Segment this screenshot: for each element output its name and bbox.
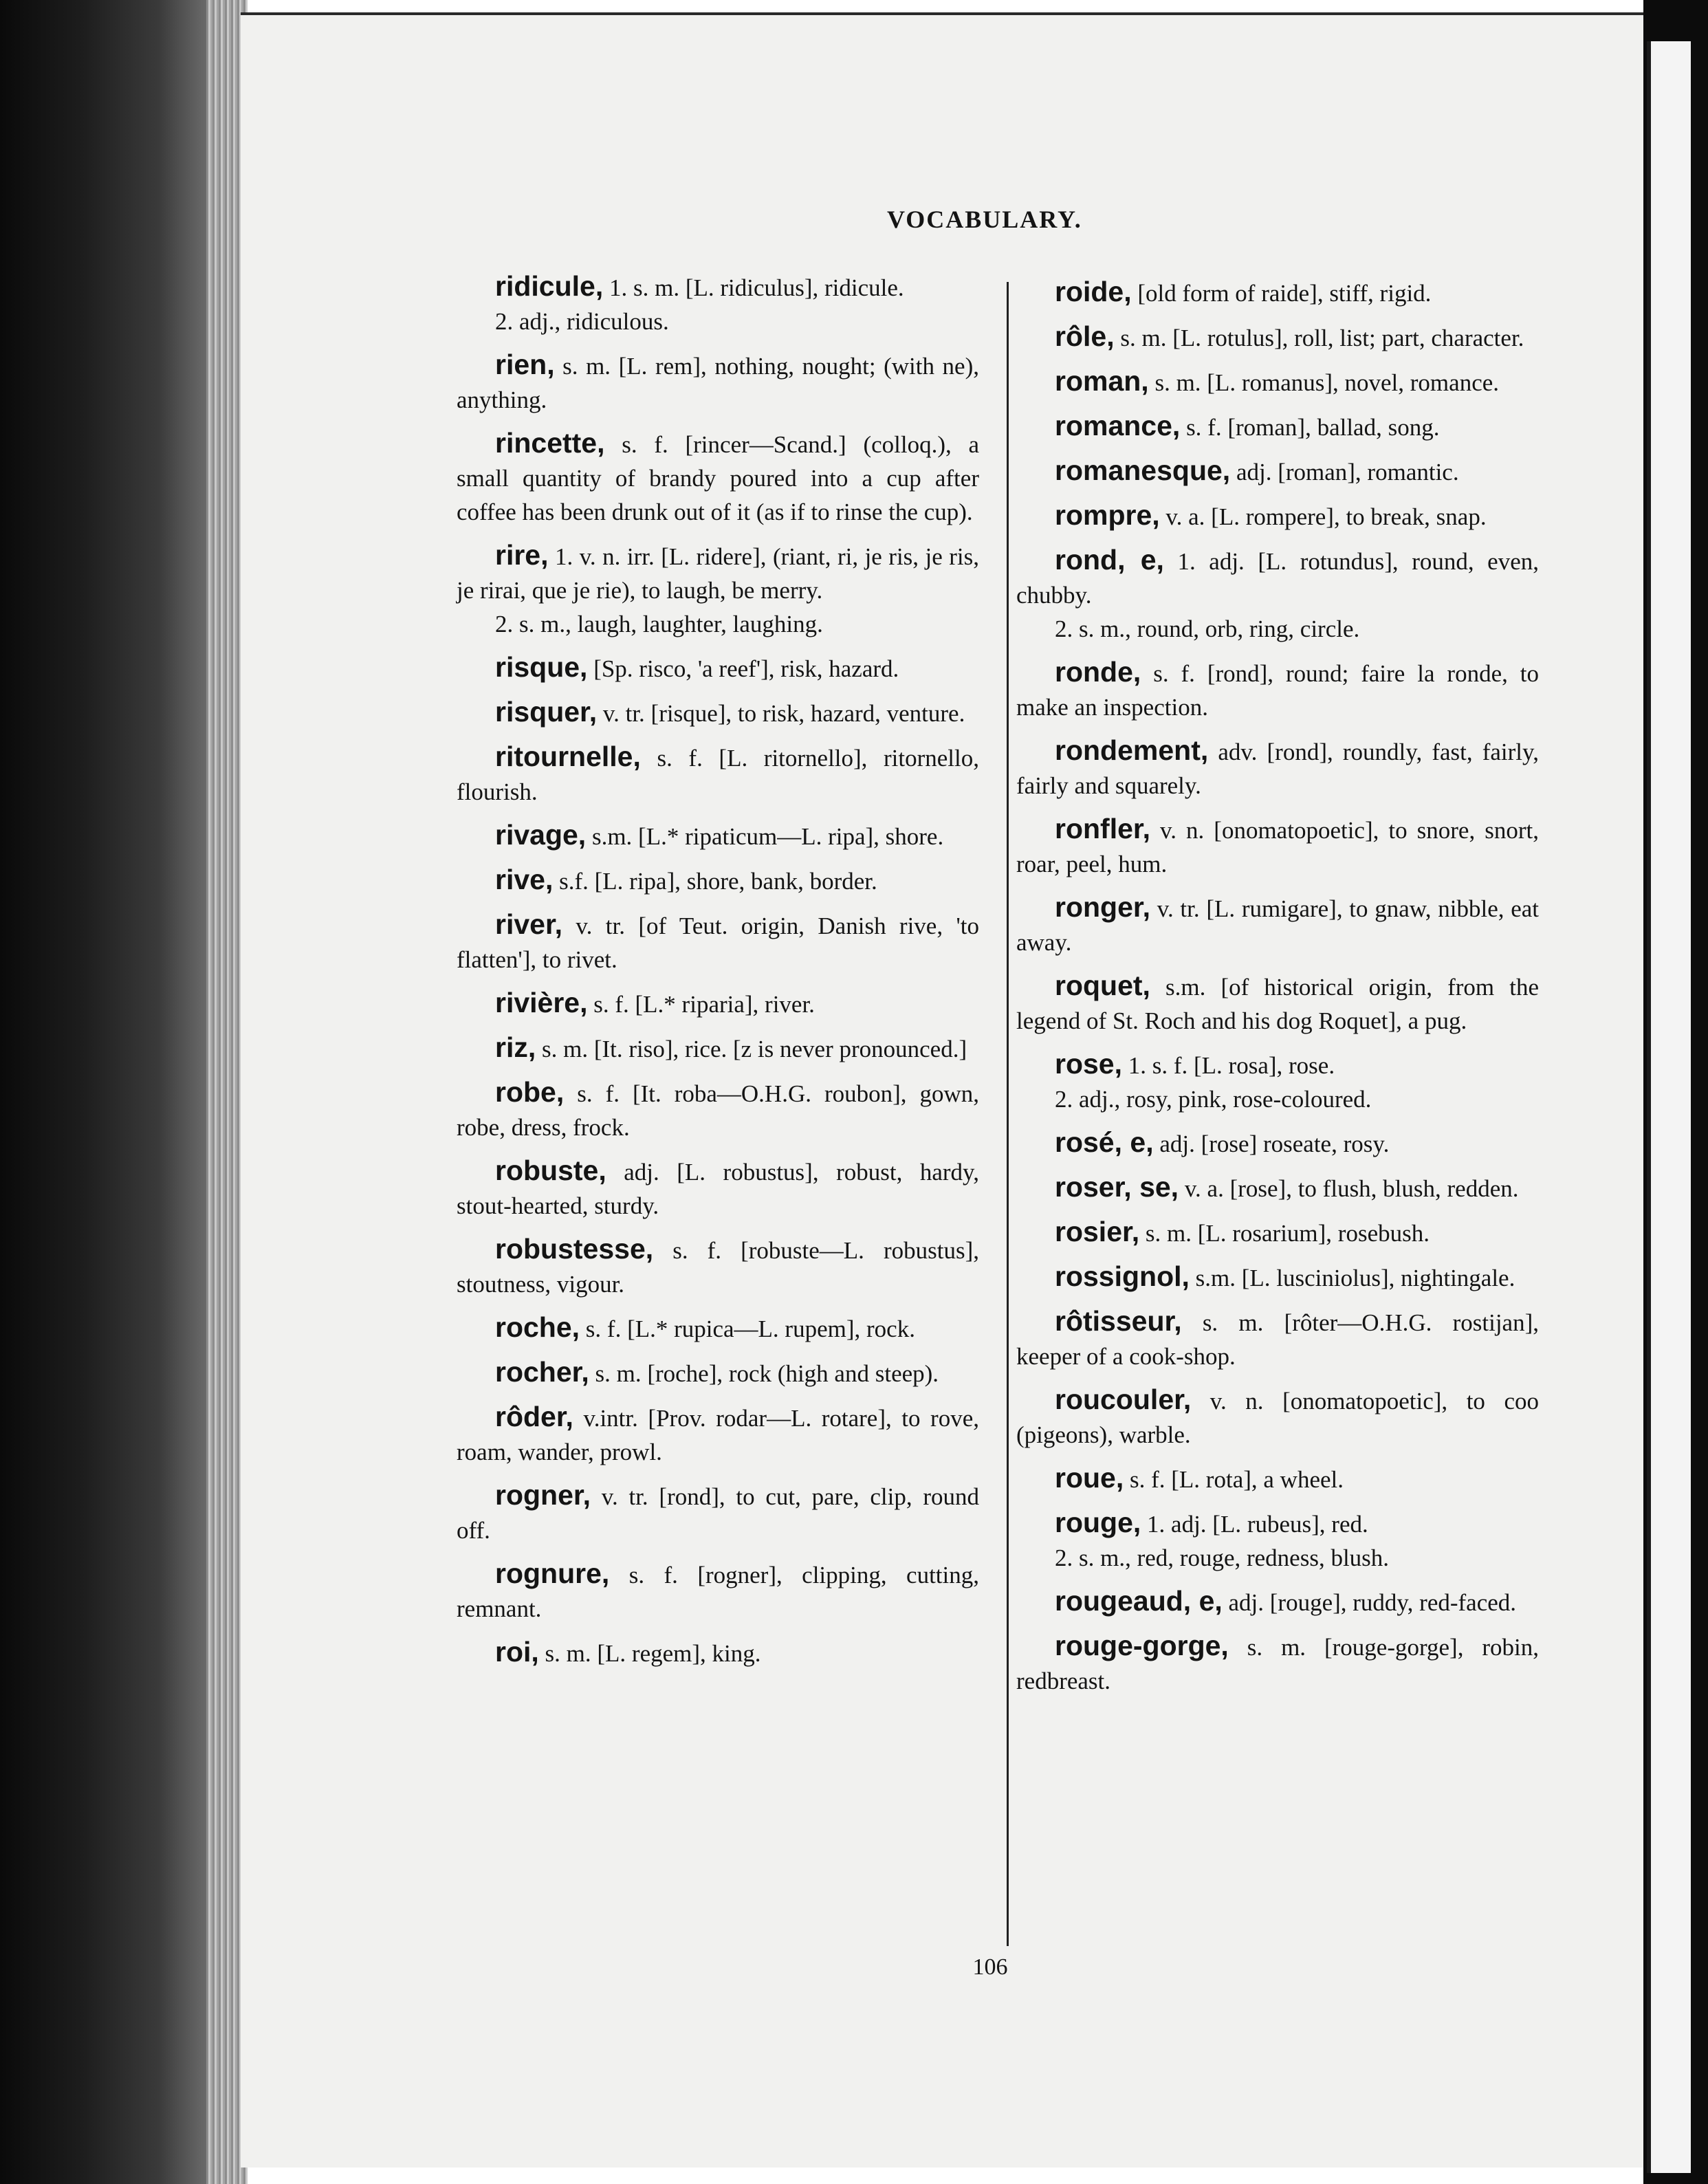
- definition: 1. s. f. [L. rosa], rose.: [1128, 1052, 1335, 1079]
- dictionary-entry: [1016, 1461, 1539, 1496]
- dictionary-entry: [457, 1232, 979, 1301]
- dictionary-entry: [457, 1311, 979, 1346]
- definition: s. m. [It. riso], rice. [z is never pronounced.]: [542, 1036, 967, 1062]
- dictionary-entry: [1016, 409, 1539, 444]
- headword: riz,: [495, 1031, 536, 1063]
- headword: rognure,: [495, 1558, 610, 1589]
- dictionary-entry: [457, 1400, 979, 1469]
- definition: s. f. [L. ritornello], ritornello, flourish.: [457, 745, 980, 805]
- headword: roucouler,: [1055, 1384, 1192, 1415]
- headword: rien,: [495, 349, 555, 380]
- headword: rincette,: [495, 427, 605, 459]
- definition: adj. [rouge], ruddy, red-faced.: [1228, 1589, 1517, 1616]
- headword: rivière,: [495, 987, 588, 1018]
- definition: s. f. [roman], ballad, song.: [1186, 414, 1440, 441]
- dictionary-entry: [457, 270, 979, 338]
- definition: s. f. [rogner], clipping, cutting, remnant.: [457, 1562, 979, 1622]
- headword: robe,: [495, 1076, 565, 1108]
- definition: s.m. [L. lusciniolus], nightingale.: [1195, 1265, 1515, 1291]
- definition: adv. [rond], roundly, fast, fairly, fairly and squarely.: [1016, 739, 1540, 799]
- headword: risque,: [495, 651, 588, 683]
- headword: rossignol,: [1055, 1260, 1190, 1292]
- sense: 2. adj., ridiculous.: [495, 308, 669, 335]
- headword: ritournelle,: [495, 741, 641, 772]
- definition: s. m. [rouge-gorge], robin, redbreast.: [1016, 1634, 1540, 1694]
- sense: 2. s. m., red, rouge, redness, blush.: [1055, 1544, 1390, 1571]
- definition: v. tr. [rond], to cut, pare, clip, round off.: [457, 1483, 980, 1544]
- definition: v. a. [L. rompere], to break, snap.: [1165, 503, 1487, 530]
- book-spine-shadow: [0, 0, 227, 2184]
- headword: robuste,: [495, 1155, 606, 1186]
- dictionary-entry: [1016, 655, 1539, 724]
- right-column: [1016, 275, 1539, 1707]
- headword: roche,: [495, 1311, 580, 1343]
- headword: romanesque,: [1055, 455, 1231, 486]
- dictionary-entry: [1016, 499, 1539, 534]
- dictionary-entry: [1016, 1584, 1539, 1619]
- column-divider: [1007, 282, 1009, 1946]
- dictionary-entry: [1016, 543, 1539, 646]
- dictionary-entry: [457, 426, 979, 529]
- dictionary-entry: [1016, 1629, 1539, 1698]
- dictionary-entry: [1016, 454, 1539, 489]
- definition: s.f. [L. ripa], shore, bank, border.: [559, 868, 877, 895]
- headword: roman,: [1055, 365, 1149, 397]
- left-column: [457, 270, 979, 1680]
- definition: s. m. [L. rosarium], rosebush.: [1145, 1220, 1430, 1247]
- headword: ronfler,: [1055, 813, 1150, 844]
- definition: adj. [rose] roseate, rosy.: [1159, 1131, 1390, 1157]
- headword: romance,: [1055, 410, 1181, 441]
- headword: rose,: [1055, 1048, 1122, 1080]
- definition: [Sp. risco, 'a reef'], risk, hazard.: [593, 655, 899, 682]
- definition: 1. s. m. [L. ridiculus], ridicule.: [609, 274, 904, 301]
- dictionary-entry: [1016, 1304, 1539, 1373]
- running-header: VOCABULARY.: [887, 206, 1082, 233]
- definition: s. m. [L. romanus], novel, romance.: [1154, 369, 1500, 396]
- definition: s.m. [of historical origin, from the legend of St. Roch and his dog Roquet], a pug.: [1016, 974, 1540, 1034]
- headword: rosier,: [1055, 1216, 1140, 1247]
- dictionary-entry: [457, 1355, 979, 1390]
- headword: roser, se,: [1055, 1171, 1179, 1203]
- dictionary-entry: [457, 348, 979, 417]
- dictionary-entry: [1016, 1215, 1539, 1250]
- headword: ridicule,: [495, 270, 604, 302]
- headword: roide,: [1055, 276, 1132, 307]
- definition: s. m. [L. regem], king.: [545, 1640, 761, 1667]
- dictionary-entry: [1016, 1126, 1539, 1161]
- headword: rôtisseur,: [1055, 1305, 1182, 1337]
- dictionary-entry: [457, 1154, 979, 1223]
- dictionary-entry: [1016, 969, 1539, 1038]
- definition: [old form of raide], stiff, rigid.: [1137, 280, 1432, 307]
- definition: adj. [roman], romantic.: [1236, 459, 1459, 485]
- headword: ronger,: [1055, 891, 1150, 923]
- dictionary-entry: [457, 1478, 979, 1547]
- dictionary-entry: [1016, 1260, 1539, 1295]
- dictionary-entry: [457, 818, 979, 853]
- facing-page-edge: [1647, 41, 1691, 2173]
- dictionary-entry: [457, 651, 979, 686]
- headword: rondement,: [1055, 734, 1209, 766]
- definition: 1. v. n. irr. [L. ridere], (riant, ri, je ris, je ris, je rirai, que je rie), to laugh, be merry.: [457, 543, 979, 604]
- headword: rougeaud, e,: [1055, 1585, 1223, 1617]
- definition: s. m. [rôter—O.H.G. rostijan], keeper of a cook-shop.: [1016, 1309, 1539, 1370]
- definition: adj. [L. robustus], robust, hardy, stout-hearted, sturdy.: [457, 1159, 979, 1219]
- headword: rire,: [495, 539, 549, 571]
- headword: rosé, e,: [1055, 1126, 1154, 1158]
- dictionary-entry: [457, 863, 979, 898]
- definition: v. tr. [of Teut. origin, Danish rive, 'to flatten'], to rivet.: [457, 913, 979, 973]
- dictionary-entry: [457, 740, 979, 809]
- dictionary-entry: [1016, 734, 1539, 802]
- dictionary-entry: [1016, 1383, 1539, 1452]
- headword: rompre,: [1055, 499, 1160, 531]
- definition: s. f. [L. rota], a wheel.: [1130, 1466, 1344, 1493]
- headword: robustesse,: [495, 1233, 654, 1265]
- definition: s. m. [L. rem], nothing, nought; (with ne), anything.: [457, 353, 979, 413]
- definition: 1. adj. [L. rotundus], round, even, chubby.: [1016, 548, 1539, 609]
- dictionary-entry: [1016, 1047, 1539, 1116]
- dictionary-entry: [457, 695, 979, 730]
- dictionary-entry: [1016, 1506, 1539, 1575]
- headword: rouge-gorge,: [1055, 1630, 1229, 1661]
- dictionary-entry: [457, 1031, 979, 1066]
- definition: s. f. [rincer—Scand.] (colloq.), a small quantity of brandy poured into a cup after coffee has been drunk out of it (as if to rinse the cup).: [457, 431, 980, 525]
- dictionary-entry: [1016, 364, 1539, 400]
- headword: rogner,: [495, 1479, 591, 1511]
- sense: 2. s. m., round, orb, ring, circle.: [1055, 615, 1360, 642]
- definition: s. f. [robuste—L. robustus], stoutness, vigour.: [457, 1237, 980, 1298]
- definition: s. m. [L. rotulus], roll, list; part, character.: [1120, 325, 1524, 351]
- headword: roi,: [495, 1636, 539, 1668]
- definition: v. n. [onomatopoetic], to snore, snort, roar, peel, hum.: [1016, 817, 1539, 877]
- definition: v. tr. [risque], to risk, hazard, venture.: [602, 700, 965, 727]
- dictionary-entry: [457, 538, 979, 641]
- headword: roquet,: [1055, 970, 1150, 1001]
- headword: rocher,: [495, 1356, 589, 1388]
- definition: s. f. [L.* rupica—L. rupem], rock.: [585, 1315, 915, 1342]
- headword: river,: [495, 908, 563, 940]
- headword: rivage,: [495, 819, 587, 851]
- dictionary-entry: [457, 1075, 979, 1144]
- definition: v. n. [onomatopoetic], to coo (pigeons), warble.: [1016, 1388, 1539, 1448]
- definition: s. f. [L.* riparia], river.: [593, 991, 815, 1018]
- headword: rouge,: [1055, 1507, 1141, 1538]
- headword: rôle,: [1055, 320, 1115, 352]
- dictionary-entry: [1016, 891, 1539, 959]
- definition: s. f. [rond], round; faire la ronde, to make an inspection.: [1016, 660, 1540, 721]
- sense: 2. adj., rosy, pink, rose-coloured.: [1055, 1086, 1372, 1113]
- definition: 1. adj. [L. rubeus], red.: [1147, 1511, 1368, 1538]
- headword: risquer,: [495, 696, 598, 728]
- definition: s. f. [It. roba—O.H.G. roubon], gown, robe, dress, frock.: [457, 1080, 980, 1141]
- dictionary-entry: [1016, 320, 1539, 355]
- definition: v.intr. [Prov. rodar—L. rotare], to rove, roam, wander, prowl.: [457, 1405, 979, 1465]
- dictionary-entry: [1016, 1170, 1539, 1205]
- dictionary-entry: [1016, 275, 1539, 310]
- dictionary-entry: [457, 1557, 979, 1626]
- dictionary-entry: [457, 908, 979, 976]
- dictionary-entry: [457, 986, 979, 1021]
- dictionary-entry: [457, 1635, 979, 1670]
- headword: roue,: [1055, 1462, 1124, 1494]
- headword: rôder,: [495, 1401, 573, 1432]
- headword: rive,: [495, 864, 554, 895]
- dictionary-entry: [1016, 812, 1539, 881]
- definition: s.m. [L.* ripaticum—L. ripa], shore.: [591, 823, 944, 850]
- definition: s. m. [roche], rock (high and steep).: [595, 1360, 939, 1387]
- definition: v. a. [rose], to flush, blush, redden.: [1184, 1175, 1519, 1202]
- headword: rond, e,: [1055, 544, 1164, 576]
- sense: 2. s. m., laugh, laughter, laughing.: [495, 611, 823, 637]
- headword: ronde,: [1055, 656, 1141, 688]
- page-number: 106: [972, 1954, 1008, 1980]
- definition: v. tr. [L. rumigare], to gnaw, nibble, eat away.: [1016, 895, 1540, 956]
